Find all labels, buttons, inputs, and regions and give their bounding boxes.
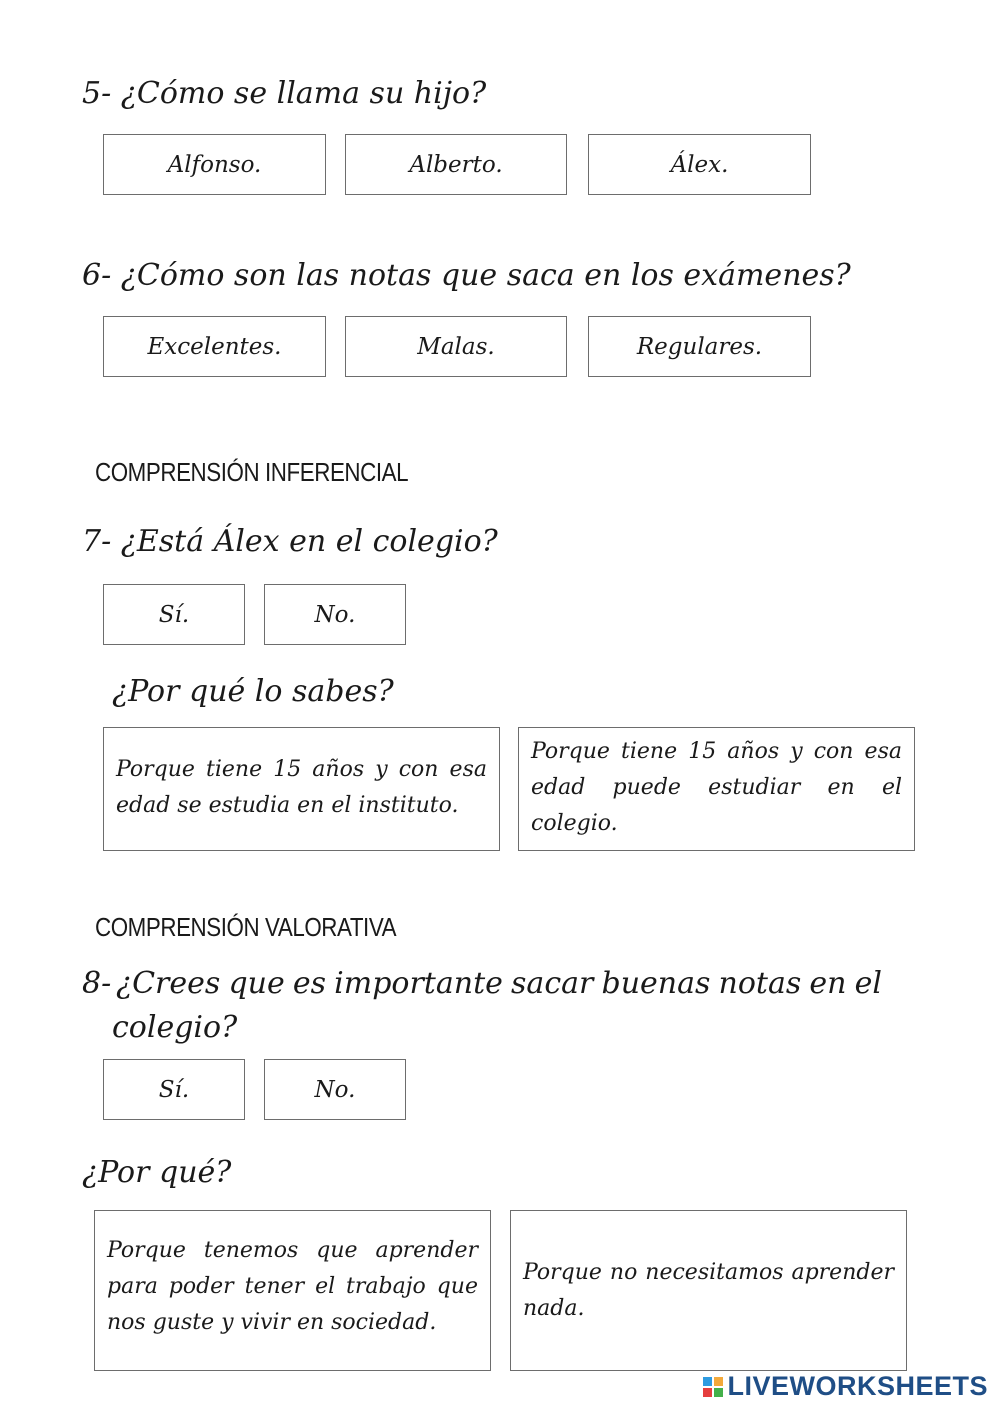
logo-square xyxy=(703,1388,712,1397)
q8-option-si[interactable]: Sí. xyxy=(103,1059,245,1120)
section-title-inferencial: COMPRENSIÓN INFERENCIAL xyxy=(95,457,409,487)
q7-option-si[interactable]: Sí. xyxy=(103,584,245,645)
q6-option-excelentes[interactable]: Excelentes. xyxy=(103,316,326,377)
q8-option-no[interactable]: No. xyxy=(264,1059,406,1120)
question-6-text: ¿Cómo son las notas que saca en los exámenes? xyxy=(120,258,851,293)
q6-option-malas[interactable]: Malas. xyxy=(345,316,567,377)
logo-square xyxy=(714,1377,723,1386)
question-8-word: el xyxy=(854,966,882,1001)
question-6 xyxy=(82,256,851,296)
q8-reason-option-2[interactable]: Porque no necesitamos aprender nada. xyxy=(510,1210,907,1371)
logo-squares-icon xyxy=(703,1377,723,1397)
question-8-word: sacar xyxy=(511,966,594,1001)
question-8-word: importante xyxy=(334,966,503,1001)
question-8-word: notas xyxy=(718,966,802,1001)
question-5 xyxy=(82,74,486,114)
question-8-word: buenas xyxy=(601,966,711,1001)
question-8-number: 8- xyxy=(82,966,112,1001)
brand-name: LIVEWORKSHEETS xyxy=(727,1371,988,1401)
question-8-line-1 xyxy=(82,962,882,1006)
question-5-number: 5- xyxy=(82,76,112,111)
question-6-number: 6- xyxy=(82,258,112,293)
q7-reason-option-1[interactable]: Porque tiene 15 años y con esa edad se estudia en el instituto. xyxy=(103,727,500,851)
question-8-word: es xyxy=(292,966,327,1001)
question-7-text: ¿Está Álex en el colegio? xyxy=(120,524,498,559)
liveworksheets-logo xyxy=(703,1371,988,1402)
q6-option-regulares[interactable]: Regulares. xyxy=(588,316,811,377)
question-8 xyxy=(82,962,882,1050)
logo-square xyxy=(703,1377,712,1386)
q7-why-label: ¿Por qué lo sabes? xyxy=(112,674,394,709)
q7-reason-option-2[interactable]: Porque tiene 15 años y con esa edad puede estudiar en el colegio. xyxy=(518,727,915,851)
question-8-word: ¿Crees xyxy=(116,966,221,1001)
question-8-number-and-first-word xyxy=(82,962,220,1006)
logo-square xyxy=(714,1388,723,1397)
question-5-text: ¿Cómo se llama su hijo? xyxy=(120,76,487,111)
question-7-number: 7- xyxy=(82,524,112,559)
question-7 xyxy=(82,522,498,562)
q7-option-no[interactable]: No. xyxy=(264,584,406,645)
question-8-word: en xyxy=(809,966,847,1001)
q8-reason-option-1[interactable]: Porque tenemos que aprender para poder tener el trabajo que nos guste y vivir en sociedad. xyxy=(94,1210,491,1371)
question-8-line-2: colegio? xyxy=(112,1010,238,1045)
q5-option-alex[interactable]: Álex. xyxy=(588,134,811,195)
section-title-valorativa: COMPRENSIÓN VALORATIVA xyxy=(95,912,397,942)
q8-why-label: ¿Por qué? xyxy=(82,1155,232,1190)
q5-option-alberto[interactable]: Alberto. xyxy=(345,134,567,195)
question-8-word: que xyxy=(228,966,285,1001)
q5-option-alfonso[interactable]: Alfonso. xyxy=(103,134,326,195)
